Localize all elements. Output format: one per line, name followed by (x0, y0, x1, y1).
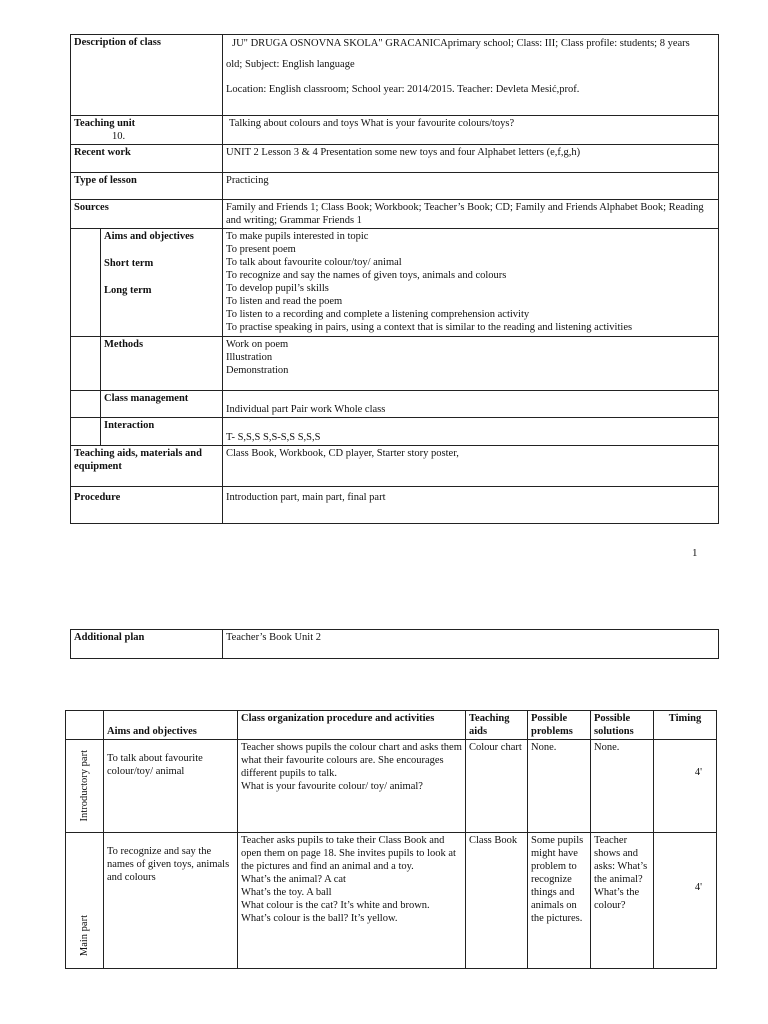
aim-item: To listen and read the poem (226, 296, 343, 307)
spacer-cell (71, 337, 101, 391)
row-problems: None. (528, 740, 591, 833)
additional-plan-value: Teacher’s Book Unit 2 (223, 630, 719, 659)
procedure-line: What’s colour is the ball? It’s yellow. (241, 913, 398, 924)
header-procedure: Class organization procedure and activities (238, 711, 466, 740)
type-of-lesson-label: Type of lesson (71, 173, 223, 200)
sources-value: Family and Friends 1; Class Book; Workbook; Teacher’s Book; CD; Family and Friends Alphabet Book; Reading and writing; Grammar Friends 1 (223, 200, 719, 229)
recent-work-value: UNIT 2 Lesson 3 & 4 Presentation some new toys and four Alphabet letters (e,f,g,h) (223, 145, 719, 173)
row-timing: 4' (654, 833, 717, 969)
procedure-value: Introduction part, main part, final part (223, 487, 719, 524)
procedure-line: What’s the animal? A cat (241, 874, 346, 885)
aims-label-cell (101, 229, 223, 337)
aim-item: To recognize and say the names of given toys, animals and colours (226, 270, 507, 281)
interaction-label: Interaction (101, 418, 223, 446)
part-label: Introductory part (79, 750, 90, 822)
teaching-unit-value: Talking about colours and toys What is your favourite colours/toys? (223, 116, 719, 145)
methods-label: Methods (101, 337, 223, 391)
row-aims: To talk about favourite colour/toy/ animal (104, 740, 238, 833)
spacer-cell (71, 418, 101, 446)
row-procedure (238, 833, 466, 969)
teaching-aids-label: Teaching aids, materials and equipment (71, 446, 223, 487)
teaching-unit-label-cell (71, 116, 223, 145)
spacer-cell (71, 229, 101, 337)
part-label: Main part (79, 914, 90, 957)
lesson-info-table (70, 34, 719, 524)
short-term-label: Short term (104, 258, 154, 269)
aim-item: To practise speaking in pairs, using a context that is similar to the reading and listening activities (226, 322, 633, 333)
teaching-aids-value: Class Book, Workbook, CD player, Starter story poster, (223, 446, 719, 487)
teaching-unit-label: Teaching unit (74, 118, 136, 129)
header-blank (66, 711, 104, 740)
spacer-cell (71, 391, 101, 418)
long-term-label: Long term (104, 285, 152, 296)
description-label: Description of class (71, 35, 223, 116)
aim-item: To talk about favourite colour/toy/ animal (226, 257, 402, 268)
method-item: Work on poem (226, 339, 289, 350)
row-problems: Some pupils might have problem to recognize things and animals on the pictures. (528, 833, 591, 969)
methods-value (223, 337, 719, 391)
procedure-line: What is your favourite colour/ toy/ animal? (241, 781, 423, 792)
aim-item: To make pupils interested in topic (226, 231, 369, 242)
header-teaching-aids: Teaching aids (466, 711, 528, 740)
row-solutions: Teacher shows and asks: What’s the animal? What’s the colour? (591, 833, 654, 969)
description-line: old; Subject: English language (226, 59, 355, 70)
aims-value (223, 229, 719, 337)
description-value (223, 35, 719, 116)
class-management-value: Individual part Pair work Whole class (223, 391, 719, 418)
aim-item: To present poem (226, 244, 296, 255)
additional-plan-label: Additional plan (71, 630, 223, 659)
procedure-line: Teacher asks pupils to take their Class Book and open them on page 18. She invites pupils to look at the pictures and find an animal and a toy. (241, 835, 456, 872)
header-problems: Possible problems (528, 711, 591, 740)
procedure-line: Teacher shows pupils the colour chart and asks them what their favourite colours are. She encourages different pupils to talk. (241, 742, 462, 779)
row-procedure (238, 740, 466, 833)
header-timing: Timing (654, 711, 717, 740)
method-item: Illustration (226, 352, 273, 363)
recent-work-label: Recent work (71, 145, 223, 173)
aim-item: To listen to a recording and complete a listening comprehension activity (226, 309, 530, 320)
description-line: JU" DRUGA OSNOVNA SKOLA" GRACANICAprimary school; Class: III; Class profile: students; 8 years (232, 38, 690, 49)
procedure-line: What’s the toy. A ball (241, 887, 332, 898)
procedure-label: Procedure (71, 487, 223, 524)
part-label-cell (66, 833, 104, 969)
row-aims: To recognize and say the names of given toys, animals and colours (104, 833, 238, 969)
row-teaching-aids: Colour chart (466, 740, 528, 833)
teaching-unit-number: 10. (112, 131, 126, 142)
interaction-value: T- S,S,S S,S-S,S S,S,S (223, 418, 719, 446)
type-of-lesson-value: Practicing (223, 173, 719, 200)
table-row (66, 740, 717, 833)
lesson-plan-table (65, 710, 717, 969)
page-number: 1 (692, 547, 698, 559)
aim-item: To develop pupil’s skills (226, 283, 329, 294)
aims-label: Aims and objectives (104, 231, 194, 242)
additional-plan-table (70, 629, 719, 659)
procedure-line: What colour is the cat? It’s white and brown. (241, 900, 430, 911)
row-teaching-aids: Class Book (466, 833, 528, 969)
header-aims: Aims and objectives (104, 711, 238, 740)
sources-label: Sources (71, 200, 223, 229)
part-label-cell (66, 740, 104, 833)
class-management-label: Class management (101, 391, 223, 418)
table-row (66, 833, 717, 969)
header-solutions: Possible solutions (591, 711, 654, 740)
method-item: Demonstration (226, 365, 289, 376)
row-timing: 4' (654, 740, 717, 833)
description-line: Location: English classroom; School year: 2014/2015. Teacher: Devleta Mesić,prof. (226, 84, 580, 95)
row-solutions: None. (591, 740, 654, 833)
